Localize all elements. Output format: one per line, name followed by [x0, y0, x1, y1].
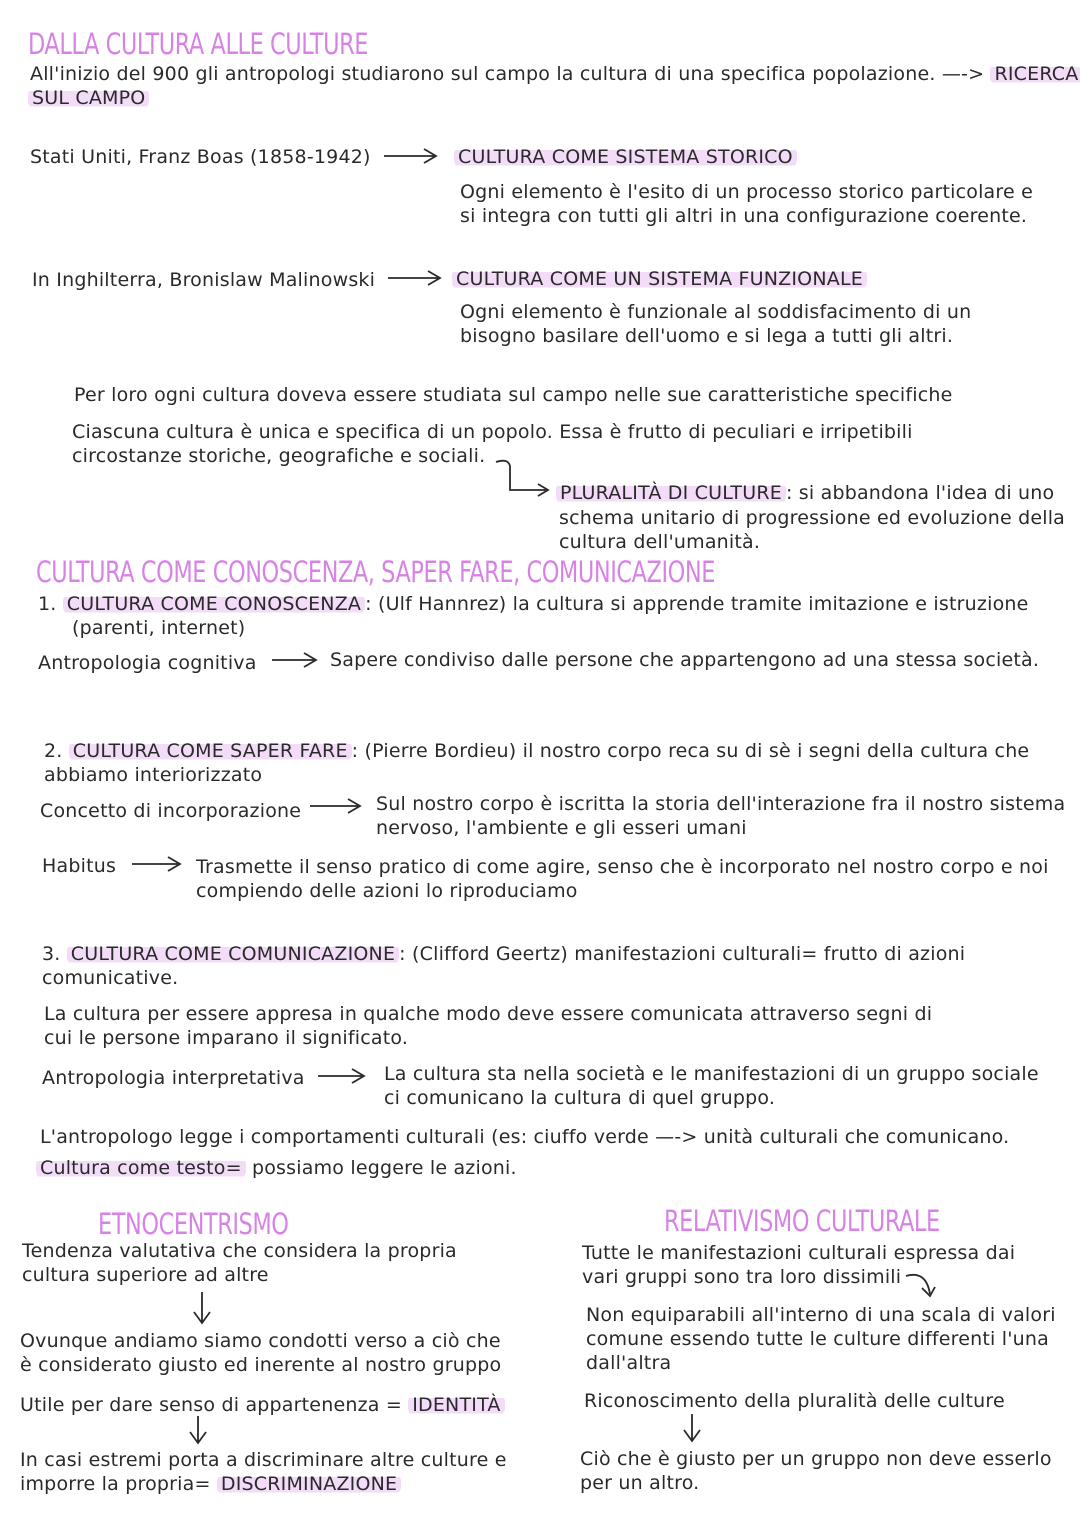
ciascuna-line-1: Ciascuna cultura è unica e specifica di un popolo. Essa è frutto di peculiari e irripetibili	[72, 421, 913, 443]
malinowski-label: In Inghilterra, Bronislaw Malinowski	[32, 269, 376, 291]
etno-p4-line-1: In casi estremi porta a discriminare altre culture e	[20, 1449, 507, 1471]
highlight-sul-campo: SUL CAMPO	[28, 87, 149, 109]
interpretativa-desc-1: La cultura sta nella società e le manifestazioni di un gruppo sociale	[384, 1063, 1039, 1085]
malinowski-heading: CULTURA COME UN SISTEMA FUNZIONALE	[452, 267, 867, 291]
etno-p1-line-2: cultura superiore ad altre	[22, 1264, 269, 1286]
appresa-line-1: La cultura per essere appresa in qualche modo deve essere comunicata attraverso segni di	[44, 1003, 933, 1025]
highlight-ricerca: RICERCA	[990, 63, 1080, 85]
boas-label: Stati Uniti, Franz Boas (1858-1942)	[30, 146, 371, 168]
rel-p1-line-1: Tutte le manifestazioni culturali espressa dai	[582, 1242, 1016, 1264]
pluralita-line-2: schema unitario di progressione ed evoluzione della	[559, 507, 1066, 529]
item-3-line-2: comunicative.	[42, 967, 179, 989]
rel-p3: Riconoscimento della pluralità delle culture	[584, 1390, 1005, 1412]
arrow-right-icon	[308, 796, 364, 816]
arrow-right-icon	[382, 146, 440, 166]
arrow-right-icon	[130, 854, 184, 874]
arrow-down-icon	[190, 1290, 214, 1326]
curved-arrow-icon	[494, 456, 554, 500]
item-3-line-1: 3. CULTURA COME COMUNICAZIONE : (Clifford Geertz) manifestazioni culturali= frutto di azioni	[42, 943, 966, 965]
item-2-line-2: abbiamo interiorizzato	[44, 764, 263, 786]
rel-p2-line-1: Non equiparabili all'interno di una scala di valori	[586, 1304, 1056, 1326]
intro-line-1: All'inizio del 900 gli antropologi studiarono sul campo la cultura di una specifica popolazione. —-> RICERCA	[30, 62, 1080, 86]
section-title-conoscenza: CULTURA COME CONOSCENZA, SAPER FARE, COMUNICAZIONE	[36, 555, 716, 589]
relativismo-title: RELATIVISMO CULTURALE	[664, 1204, 940, 1238]
cognitiva-label: Antropologia cognitiva	[38, 652, 257, 674]
etno-p1-line-1: Tendenza valutativa che considera la propria	[22, 1240, 457, 1262]
pluralita-line-1: PLURALITÀ DI CULTURE : si abbandona l'idea di uno	[556, 481, 1054, 505]
highlight-discriminazione: DISCRIMINAZIONE	[217, 1473, 401, 1495]
item-1-line-2: (parenti, internet)	[72, 617, 246, 639]
habitus-desc-1: Trasmette il senso pratico di come agire, senso che è incorporato nel nostro corpo e noi	[196, 856, 1049, 878]
interpretativa-desc-2: ci comunicano la cultura di quel gruppo.	[384, 1087, 776, 1109]
arrow-right-icon	[386, 268, 444, 288]
rel-p2-line-2: comune essendo tutte le culture differenti l'una	[586, 1328, 1049, 1350]
antropologo-legge: L'antropologo legge i comportamenti culturali (es: ciuffo verde —-> unità culturali che comunicano.	[40, 1126, 1010, 1148]
etnocentrismo-title: ETNOCENTRISMO	[98, 1207, 289, 1241]
arrow-right-icon	[270, 650, 320, 670]
cognitiva-desc: Sapere condiviso dalle persone che appartengono ad una stessa società.	[330, 649, 1040, 671]
incorporazione-desc-2: nervoso, l'ambiente e gli esseri umani	[376, 817, 747, 839]
etno-p4-line-2: imporre la propria= DISCRIMINAZIONE	[20, 1472, 401, 1496]
boas-desc-1: Ogni elemento è l'esito di un processo storico particolare e	[460, 181, 1034, 203]
appresa-line-2: cui le persone imparano il significato.	[44, 1027, 409, 1049]
per-loro-text: Per loro ogni cultura doveva essere studiata sul campo nelle sue caratteristiche specifiche	[74, 384, 953, 406]
arrow-down-icon	[186, 1414, 210, 1446]
boas-heading: CULTURA COME SISTEMA STORICO	[454, 145, 797, 169]
rel-p4-line-2: per un altro.	[580, 1472, 700, 1494]
highlight-identita: IDENTITÀ	[408, 1394, 504, 1416]
etno-p2-line-2: è considerato giusto ed inerente al nostro gruppo	[20, 1354, 502, 1376]
interpretativa-label: Antropologia interpretativa	[42, 1067, 305, 1089]
incorporazione-label: Concetto di incorporazione	[40, 800, 302, 822]
malinowski-desc-1: Ogni elemento è funzionale al soddisfacimento di un	[460, 301, 972, 323]
incorporazione-desc-1: Sul nostro corpo è iscritta la storia dell'interazione fra il nostro sistema	[376, 793, 1066, 815]
cultura-come-testo: Cultura come testo= possiamo leggere le azioni.	[36, 1156, 517, 1180]
arrow-right-icon	[316, 1066, 368, 1086]
rel-p1-line-2: vari gruppi sono tra loro dissimili	[582, 1266, 902, 1288]
intro-line-2	[28, 86, 149, 110]
curved-arrow-icon	[902, 1268, 938, 1300]
etno-p2-line-1: Ovunque andiamo siamo condotti verso a ciò che	[20, 1330, 501, 1352]
rel-p2-line-3: dall'altra	[586, 1352, 672, 1374]
malinowski-desc-2: bisogno basilare dell'uomo e si lega a tutti gli altri.	[460, 325, 954, 347]
boas-desc-2: si integra con tutti gli altri in una configurazione coerente.	[460, 205, 1028, 227]
habitus-desc-2: compiendo delle azioni lo riproduciamo	[196, 880, 578, 902]
pluralita-line-3: cultura dell'umanità.	[559, 531, 761, 553]
etno-p3: Utile per dare senso di appartenenza = IDENTITÀ	[20, 1393, 505, 1417]
item-2-line-1: 2. CULTURA COME SAPER FARE : (Pierre Bordieu) il nostro corpo reca su di sè i segni della cultura che	[44, 740, 1030, 762]
item-1-line-1: 1. CULTURA COME CONOSCENZA : (Ulf Hannrez) la cultura si apprende tramite imitazione e istruzione	[38, 593, 1029, 615]
ciascuna-line-2: circostanze storiche, geografiche e sociali.	[72, 445, 486, 467]
rel-p4-line-1: Ciò che è giusto per un gruppo non deve esserlo	[580, 1448, 1052, 1470]
arrow-down-icon	[680, 1412, 704, 1444]
section-title-cultura-culture: DALLA CULTURA ALLE CULTURE	[28, 27, 369, 61]
habitus-label: Habitus	[42, 855, 117, 877]
